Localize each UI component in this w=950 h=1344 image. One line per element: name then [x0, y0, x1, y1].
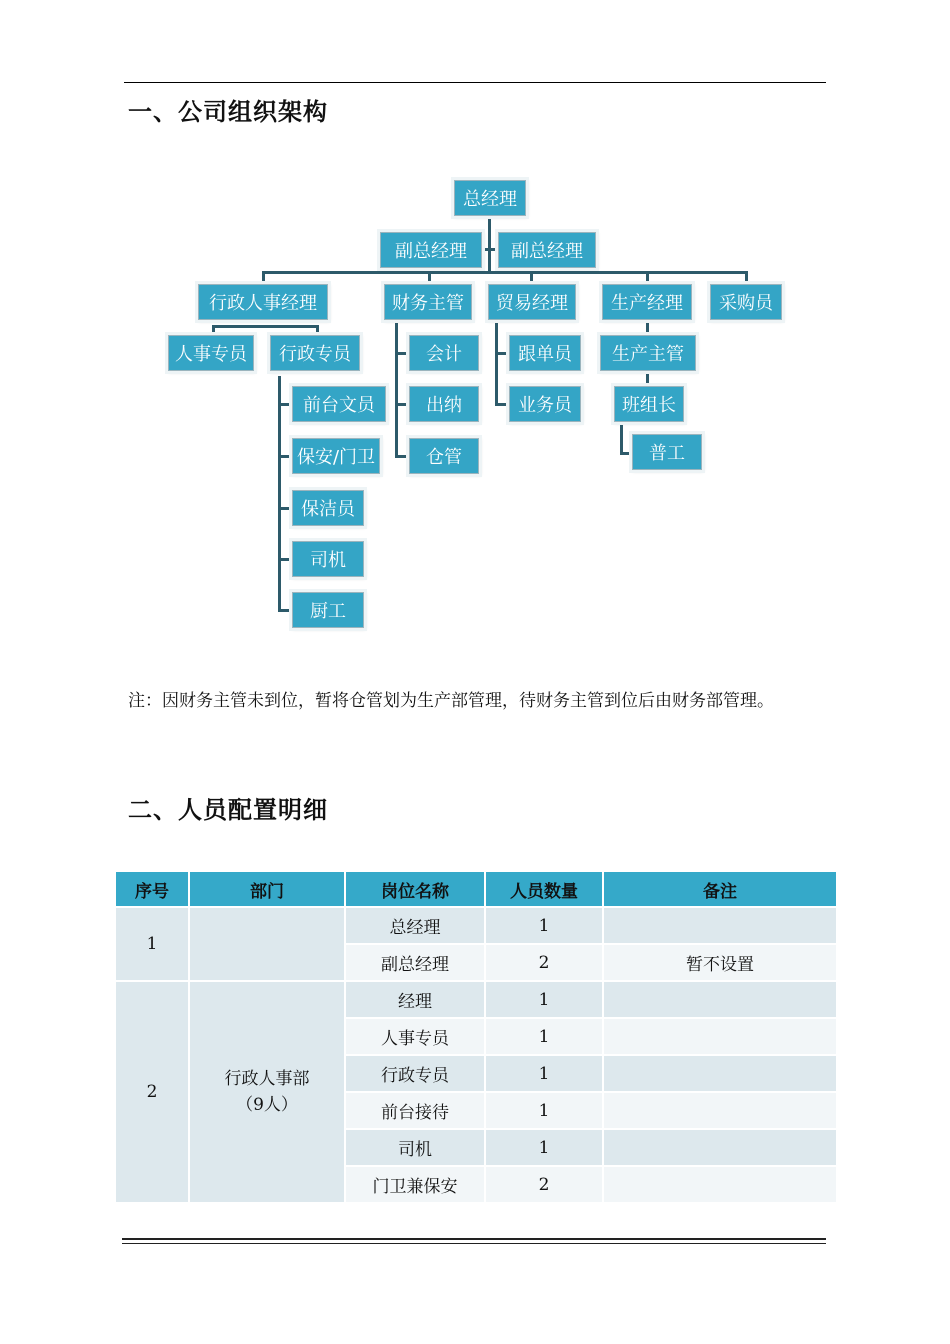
staffing-table [114, 870, 838, 1204]
node-admin-specialist: 行政专员 [270, 335, 360, 371]
cell-headcount: 2 [486, 1167, 602, 1202]
node-admin-hr-manager: 行政人事经理 [198, 284, 328, 320]
cell-position: 总经理 [346, 908, 484, 943]
cell-department [190, 982, 344, 1202]
connector-admin-staff-vertical [278, 376, 281, 612]
cell-position: 门卫兼保安 [346, 1167, 484, 1202]
table-row [116, 908, 836, 943]
node-driver: 司机 [292, 541, 364, 577]
footer-rule [122, 1238, 826, 1240]
node-cook: 厨工 [292, 592, 364, 628]
cell-headcount: 1 [486, 1056, 602, 1091]
cell-position: 行政专员 [346, 1056, 484, 1091]
connector-trade [530, 271, 533, 284]
cell-remark [604, 1167, 836, 1202]
node-deputy-gm-right: 副总经理 [498, 232, 596, 268]
node-general-worker: 普工 [632, 434, 702, 470]
header-remark: 备注 [604, 872, 836, 906]
node-reception-clerk: 前台文员 [292, 386, 386, 422]
table-row [116, 982, 836, 1017]
connector-production-supervisor [646, 321, 649, 335]
header-no: 序号 [116, 872, 188, 906]
connector-admin [262, 271, 265, 284]
cell-position: 人事专员 [346, 1019, 484, 1054]
header-headcount: 人员数量 [486, 872, 602, 906]
connector-finance [428, 271, 431, 284]
node-purchaser: 采购员 [710, 284, 782, 320]
connector-security [278, 455, 292, 458]
cell-position: 司机 [346, 1130, 484, 1165]
connector-worker [620, 452, 632, 455]
department-name: 行政人事部 [224, 1069, 310, 1089]
cell-no: 1 [116, 908, 188, 980]
cell-remark [604, 1093, 836, 1128]
connector-warehouse [395, 455, 409, 458]
header-department: 部门 [190, 872, 344, 906]
connector-driver [278, 558, 292, 561]
node-merchandiser: 跟单员 [509, 335, 581, 371]
node-cashier: 出纳 [409, 386, 479, 422]
cell-position: 经理 [346, 982, 484, 1017]
cell-headcount: 1 [486, 1130, 602, 1165]
node-trade-manager: 贸易经理 [488, 284, 576, 320]
connector-deputies [484, 248, 496, 251]
connector-reception [278, 403, 292, 406]
cell-remark [604, 982, 836, 1017]
connector-hr-specialist [212, 325, 215, 335]
department-headcount: （9人） [236, 1095, 298, 1115]
cell-remark [604, 908, 836, 943]
cell-headcount: 1 [486, 1019, 602, 1054]
node-accountant: 会计 [409, 335, 479, 371]
node-deputy-gm-left: 副总经理 [380, 232, 482, 268]
connector-trade-vertical [495, 321, 498, 405]
node-salesman: 业务员 [509, 386, 581, 422]
cell-headcount: 2 [486, 945, 602, 980]
org-chart [0, 0, 950, 660]
cell-no: 2 [116, 982, 188, 1202]
node-security-guard: 保安/门卫 [292, 438, 380, 474]
node-warehouse-keeper: 仓管 [409, 438, 479, 474]
cell-department [190, 908, 344, 980]
section-title-staffing: 二、人员配置明细 [128, 796, 328, 824]
node-general-manager: 总经理 [454, 180, 526, 216]
node-production-manager: 生产经理 [602, 284, 692, 320]
connector-worker-vertical [620, 422, 623, 454]
connector-merchandiser [495, 352, 509, 355]
connector-admin-children [212, 325, 318, 328]
header-position: 岗位名称 [346, 872, 484, 906]
node-production-supervisor: 生产主管 [600, 335, 696, 371]
cell-position: 副总经理 [346, 945, 484, 980]
connector-gm-trunk [488, 216, 491, 272]
footer-rule-thin [122, 1243, 826, 1244]
cell-headcount: 1 [486, 1093, 602, 1128]
connector-cook [278, 609, 292, 612]
table-header-row [116, 872, 836, 906]
node-finance-supervisor: 财务主管 [384, 284, 472, 320]
cell-remark [604, 1019, 836, 1054]
org-chart-note: 注：因财务主管未到位，暂将仓管划为生产部管理，待财务主管到位后由财务部管理。 [128, 691, 774, 711]
connector-purchase [745, 271, 748, 284]
connector-finance-vertical [395, 321, 398, 457]
connector-cleaner [278, 507, 292, 510]
cell-headcount: 1 [486, 908, 602, 943]
cell-remark [604, 1056, 836, 1091]
connector-cashier [395, 403, 409, 406]
node-team-leader: 班组长 [614, 386, 684, 422]
connector-production [646, 271, 649, 284]
cell-remark: 暂不设置 [604, 945, 836, 980]
node-hr-specialist: 人事专员 [168, 335, 254, 371]
connector-team-leader [646, 372, 649, 386]
connector-admin-specialist [316, 325, 319, 335]
cell-headcount: 1 [486, 982, 602, 1017]
connector-accountant [395, 352, 409, 355]
cell-remark [604, 1130, 836, 1165]
node-cleaner: 保洁员 [292, 490, 364, 526]
connector-dept-bus [262, 271, 748, 274]
connector-salesman [495, 403, 509, 406]
cell-position: 前台接待 [346, 1093, 484, 1128]
section-title-org-structure: 一、公司组织架构 [128, 98, 328, 126]
